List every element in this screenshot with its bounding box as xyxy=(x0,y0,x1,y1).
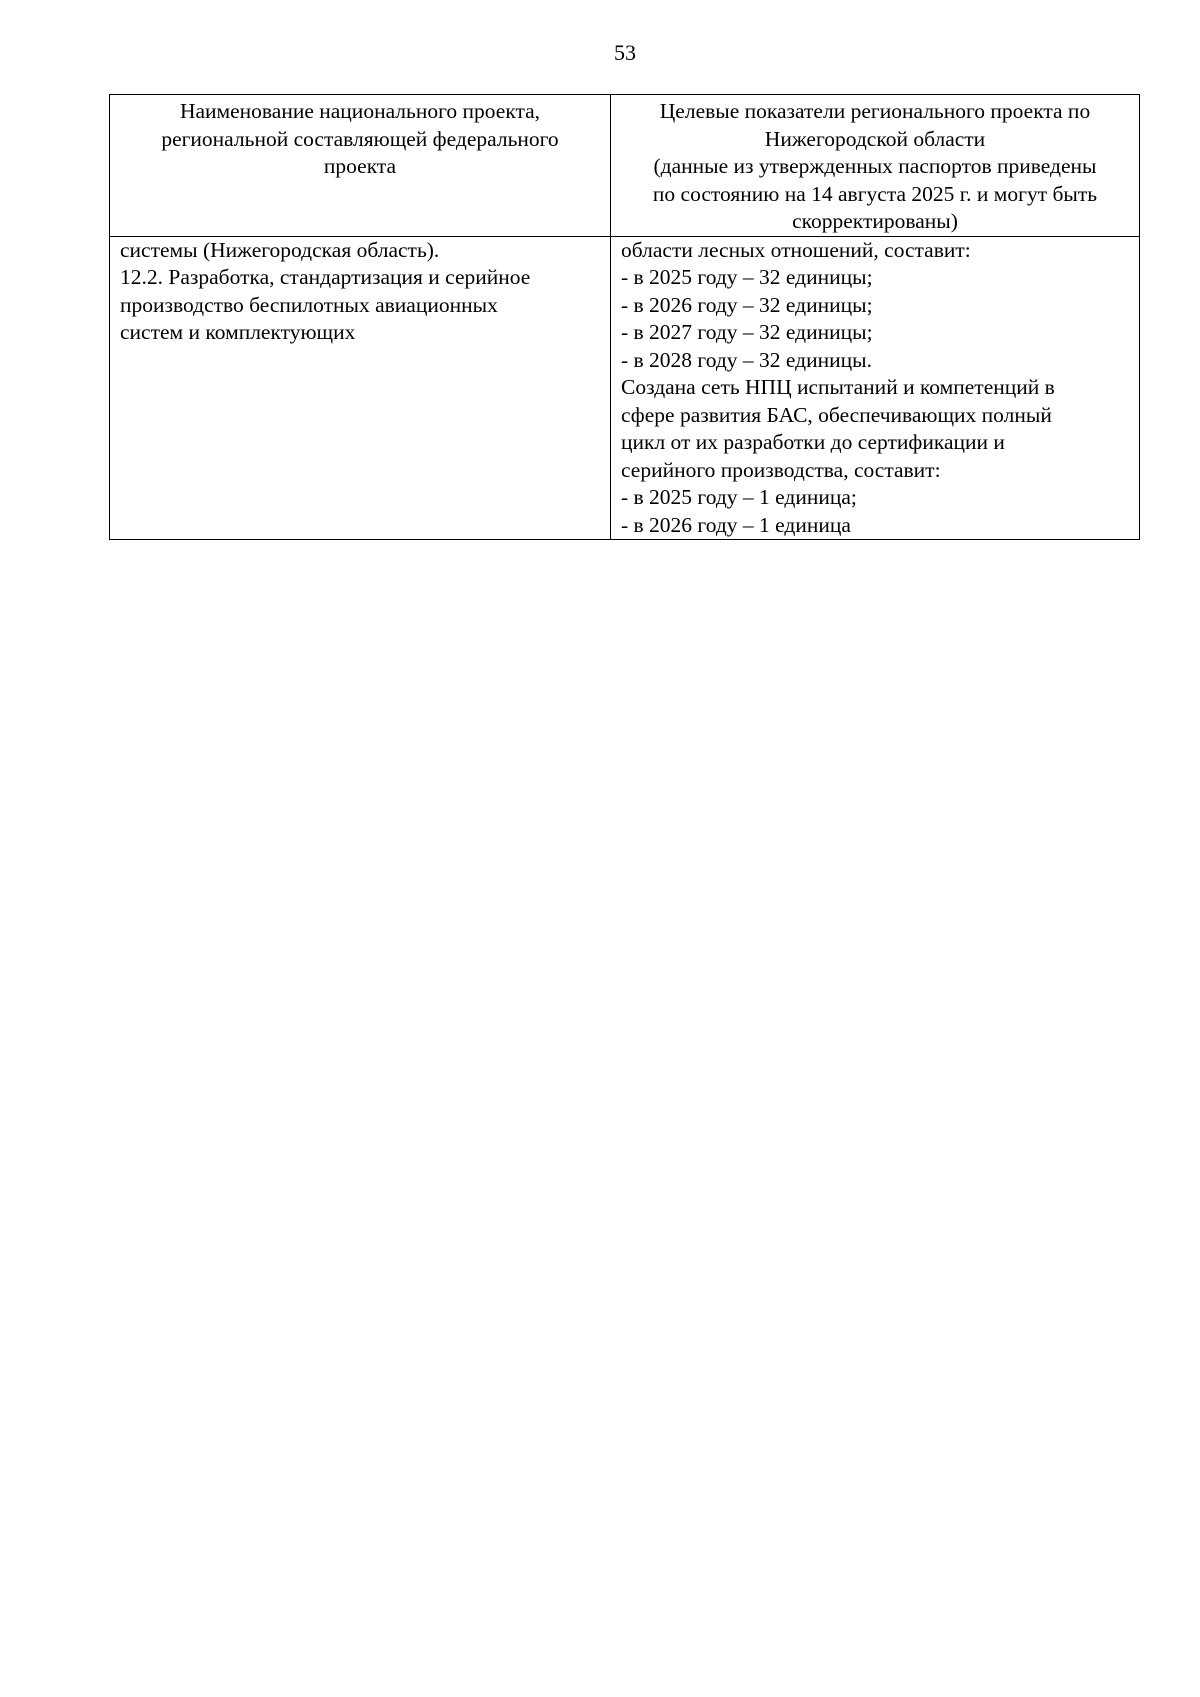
table-header-row xyxy=(110,95,1140,237)
cell-line: 12.2. Разработка, стандартизация и серийное xyxy=(120,265,531,289)
header-line: проекта xyxy=(323,154,397,178)
cell-line: серийного производства, составит: xyxy=(621,457,941,482)
cell-line: - в 2026 году – 1 единица xyxy=(621,512,851,537)
cell-line: - в 2025 году – 32 единицы; xyxy=(621,265,873,289)
cell-line: - в 2025 году – 1 единица; xyxy=(621,485,857,509)
header-target-indicators xyxy=(611,95,1140,237)
cell-line: сфере развития БАС, обеспечивающих полный xyxy=(621,402,1052,427)
cell-line: цикл от их разработки до сертификации и xyxy=(621,430,1005,454)
cell-line: области лесных отношений, составит: xyxy=(621,237,971,262)
cell-line: систем и комплектующих xyxy=(120,320,356,344)
page-number: 53 xyxy=(614,40,636,65)
header-project-name xyxy=(110,95,611,237)
projects-table xyxy=(109,94,1140,540)
header-line: по состоянию на 14 августа 2025 г. и могут быть xyxy=(652,181,1098,206)
header-line: скорректированы) xyxy=(792,209,958,233)
cell-line: производство беспилотных авиационных xyxy=(120,292,498,317)
header-line: региональной составляющей федерального xyxy=(161,126,559,151)
header-line: Наименование национального проекта, xyxy=(179,99,541,123)
header-line: (данные из утвержденных паспортов приведены xyxy=(653,154,1097,178)
header-line: Нижегородской области xyxy=(764,126,986,151)
cell-project-name xyxy=(110,236,611,540)
cell-line: - в 2027 году – 32 единицы; xyxy=(621,320,873,344)
cell-line: - в 2028 году – 32 единицы. xyxy=(621,347,872,372)
cell-line: - в 2026 году – 32 единицы; xyxy=(621,292,873,317)
cell-line: Создана сеть НПЦ испытаний и компетенций в xyxy=(621,375,1055,399)
header-line: Целевые показатели регионального проекта по xyxy=(659,99,1091,123)
cell-target-indicators xyxy=(611,236,1140,540)
cell-line: системы (Нижегородская область). xyxy=(120,237,440,262)
table-row xyxy=(110,236,1140,540)
